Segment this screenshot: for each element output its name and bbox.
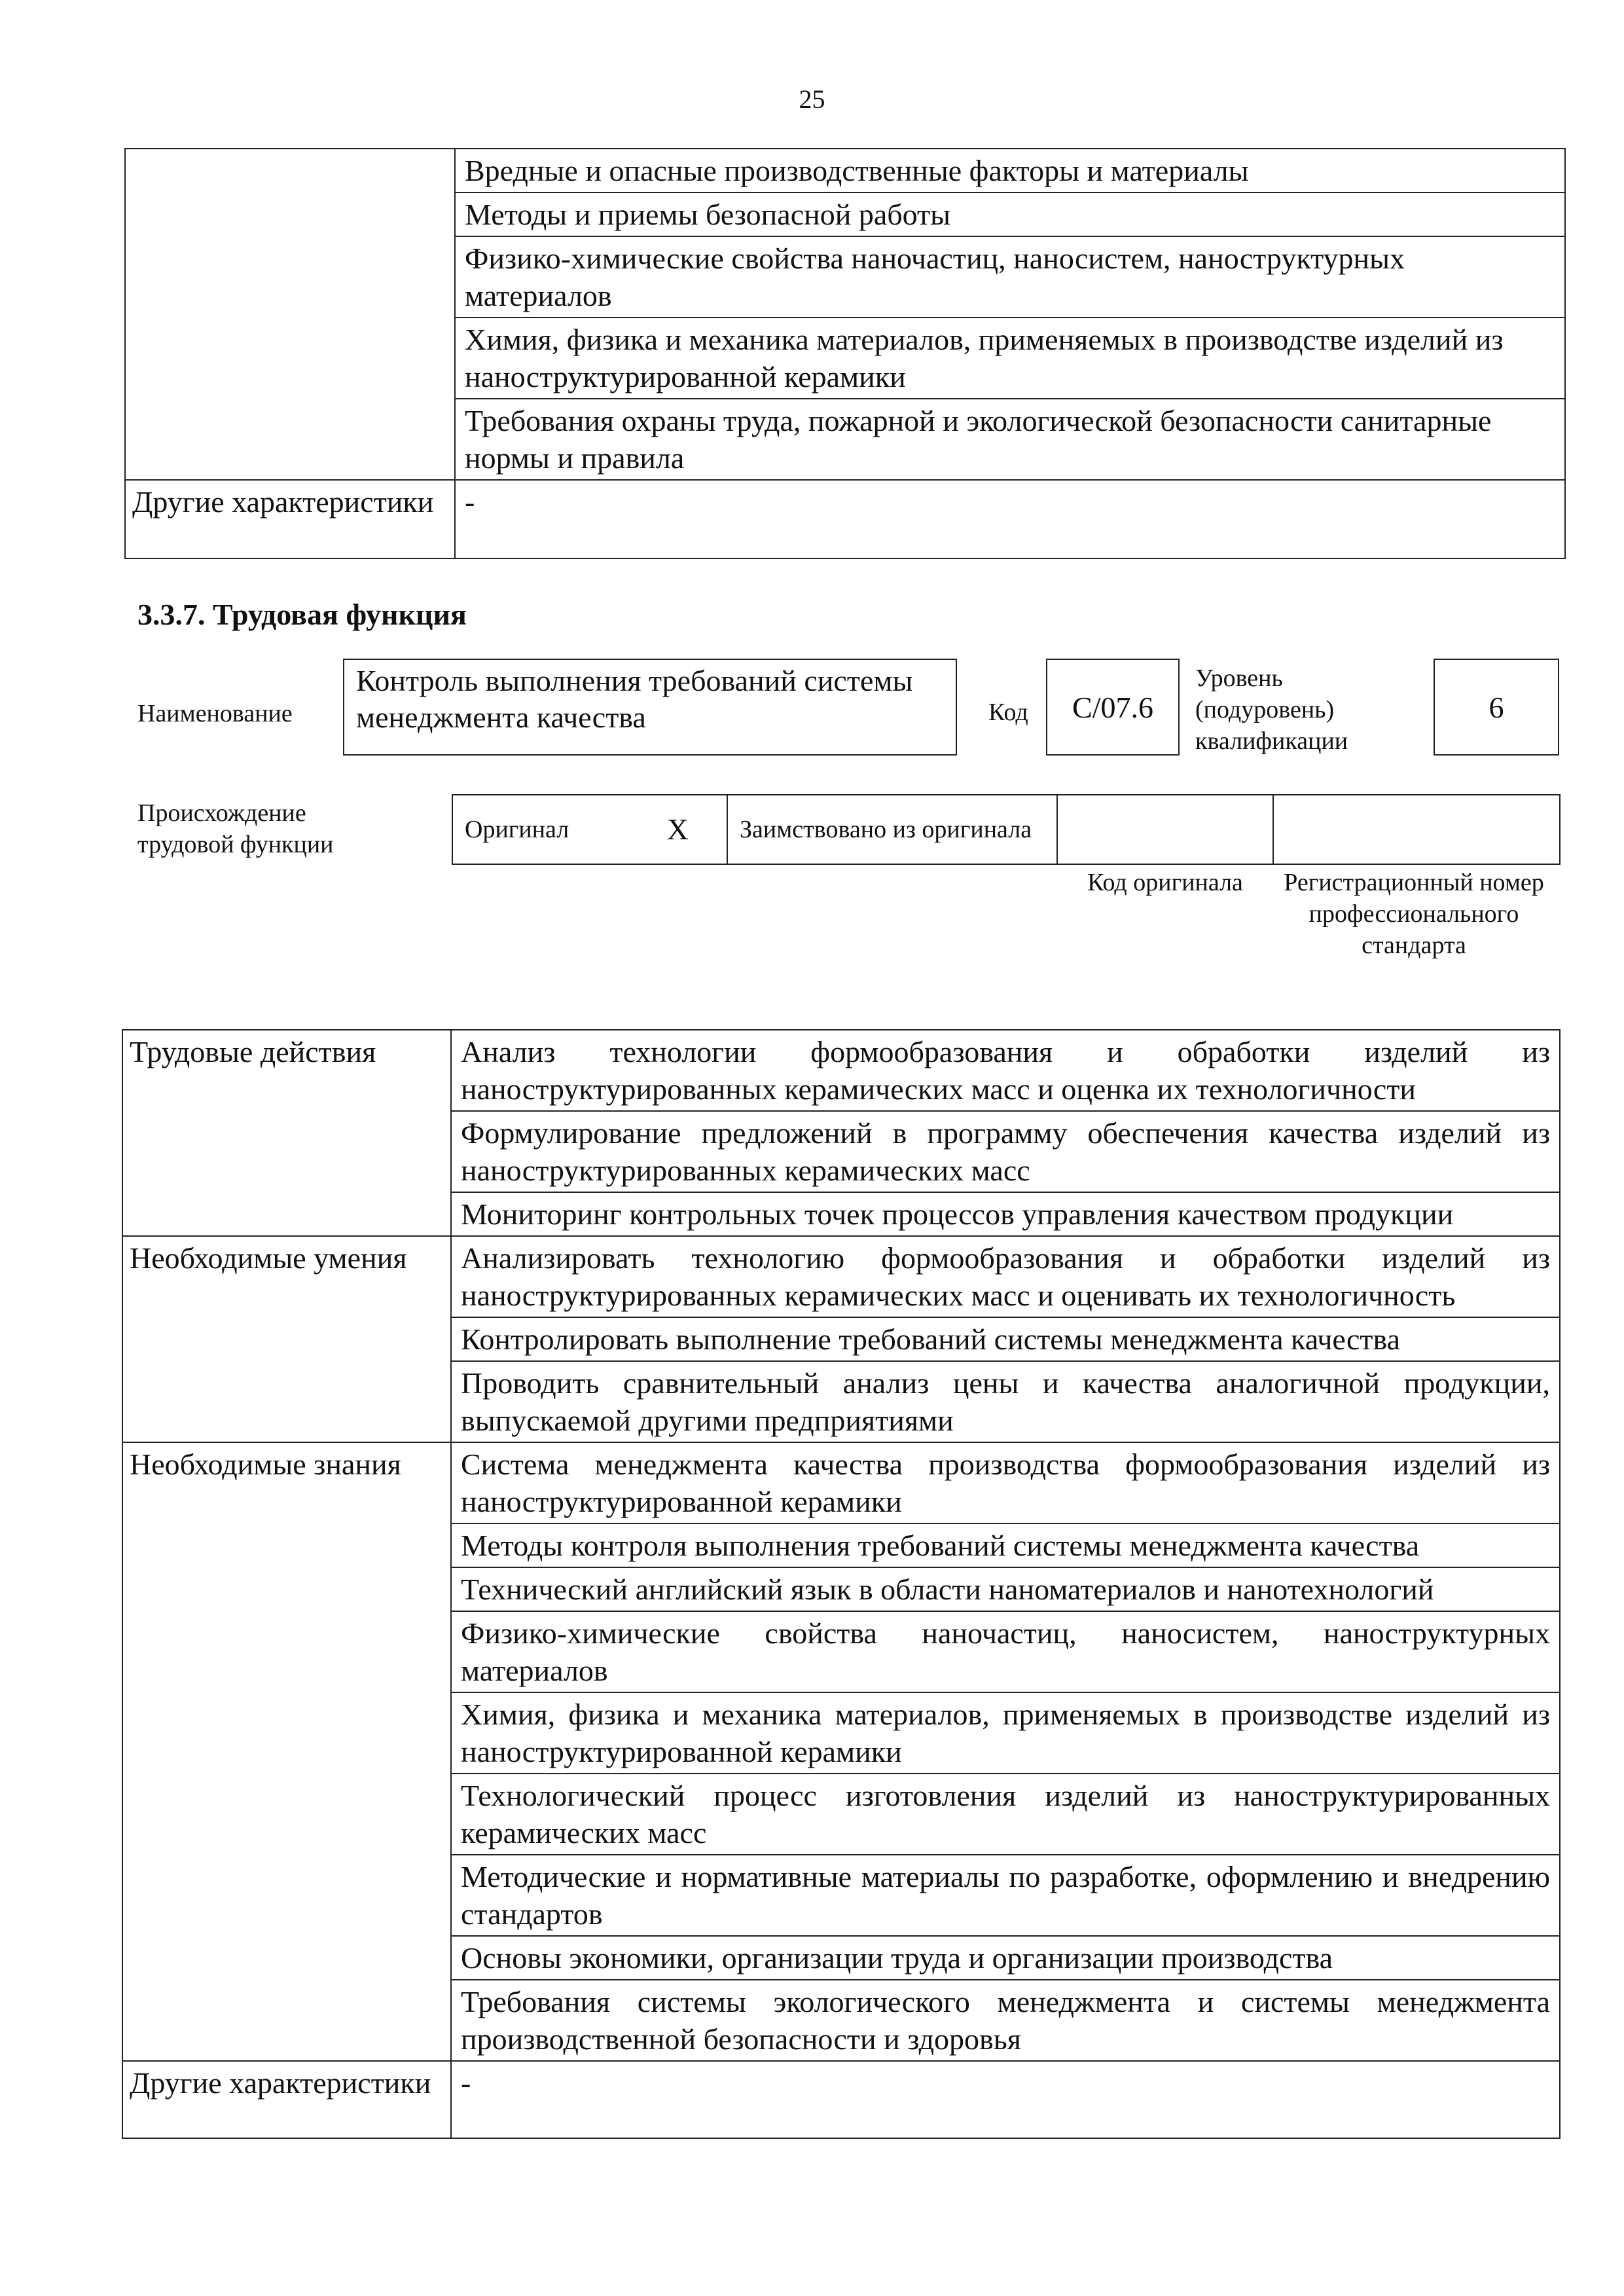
table-cell: Контролировать выполнение требований системы менеджмента качества (451, 1317, 1560, 1361)
table-cell: Методические и нормативные материалы по разработке, оформлению и внедрению стандартов (451, 1855, 1560, 1936)
original-mark: X (666, 812, 689, 846)
level-label: Уровень (подуровень) квалификации (1195, 665, 1348, 755)
other-characteristics-label: Другие характеристики (122, 2061, 451, 2138)
table-row (125, 149, 1565, 192)
reg-number-cell (1273, 795, 1560, 864)
level-value-box (1434, 659, 1559, 756)
skills-label: Необходимые умения (122, 1236, 451, 1442)
other-characteristics-label: Другие характеристики (125, 480, 455, 558)
table-cell: Анализировать технологию формообразования и обработки изделий из наноструктурированных керамических масс и оценивать их технологичность (451, 1236, 1560, 1317)
level-value: 6 (1489, 691, 1504, 724)
origin-label: Происхождение трудовой функции (137, 799, 334, 858)
actions-label: Трудовые действия (122, 1030, 451, 1236)
table-cell: Вредные и опасные производственные факторы и материалы (455, 149, 1565, 192)
table-cell: Физико-химические свойства наночастиц, наносистем, наноструктурных материалов (455, 236, 1565, 318)
original-label: Оригинал (465, 816, 569, 843)
table-row (125, 480, 1565, 558)
section-title: 3.3.7. Трудовая функция (137, 598, 467, 631)
table-cell: Система менеджмента качества производства формообразования изделий из наноструктурированной керамики (451, 1442, 1560, 1523)
table-cell: Технологический процесс изготовления изделий из наноструктурированных керамических масс (451, 1774, 1560, 1855)
function-name: Контроль выполнения требований системы менеджмента качества (356, 664, 913, 734)
table-cell: Формулирование предложений в программу обеспечения качества изделий из наноструктурированных керамических масс (451, 1111, 1560, 1192)
table-cell: Технический английский язык в области наноматериалов и нанотехнологий (451, 1567, 1560, 1611)
reg-number-caption: Регистрационный номер профессионального стандарта (1284, 869, 1544, 959)
table-row (122, 1030, 1560, 1111)
code-original-cell (1057, 795, 1273, 864)
table-cell: Анализ технологии формообразования и обработки изделий из наноструктурированных керамических масс и оценка их технологичности (451, 1030, 1560, 1111)
table-cell: Требования системы экологического менеджмента и системы менеджмента производственной безопасности и здоровья (451, 1980, 1560, 2061)
table-row (452, 795, 1560, 864)
table-cell: Требования охраны труда, пожарной и экологической безопасности санитарные нормы и правила (455, 399, 1565, 480)
original-cell (452, 795, 727, 864)
table-cell: Химия, физика и механика материалов, применяемых в производстве изделий из наноструктурированной керамики (451, 1692, 1560, 1774)
code-value-box (1046, 659, 1180, 756)
table-cell: Методы и приемы безопасной работы (455, 192, 1565, 236)
table-cell: Химия, физика и механика материалов, применяемых в производстве изделий из наноструктурированной керамики (455, 318, 1565, 399)
borrowed-label: Заимствовано из оригинала (727, 795, 1057, 864)
top-requirements-table (124, 148, 1566, 559)
origin-table (452, 794, 1561, 865)
code-label: Код (988, 699, 1028, 726)
empty-label-cell (125, 149, 455, 480)
code-original-caption: Код оригинала (1087, 869, 1243, 896)
table-cell: Методы контроля выполнения требований системы менеджмента качества (451, 1523, 1560, 1567)
name-value-box (343, 659, 957, 756)
table-row (122, 1442, 1560, 1523)
page-number: 25 (799, 84, 825, 114)
table-row (122, 2061, 1560, 2138)
table-cell: Мониторинг контрольных точек процессов управления качеством продукции (451, 1192, 1560, 1236)
knowledge-label: Необходимые знания (122, 1442, 451, 2061)
name-label: Наименование (137, 700, 293, 727)
other-characteristics-value: - (451, 2061, 1560, 2138)
labor-function-table (122, 1029, 1561, 2139)
table-cell: Проводить сравнительный анализ цены и качества аналогичной продукции, выпускаемой другими предприятиями (451, 1361, 1560, 1442)
table-cell: Основы экономики, организации труда и организации производства (451, 1936, 1560, 1980)
code-value: C/07.6 (1072, 691, 1153, 724)
table-row (122, 1236, 1560, 1317)
other-characteristics-value: - (455, 480, 1565, 558)
table-cell: Физико-химические свойства наночастиц, наносистем, наноструктурных материалов (451, 1611, 1560, 1692)
